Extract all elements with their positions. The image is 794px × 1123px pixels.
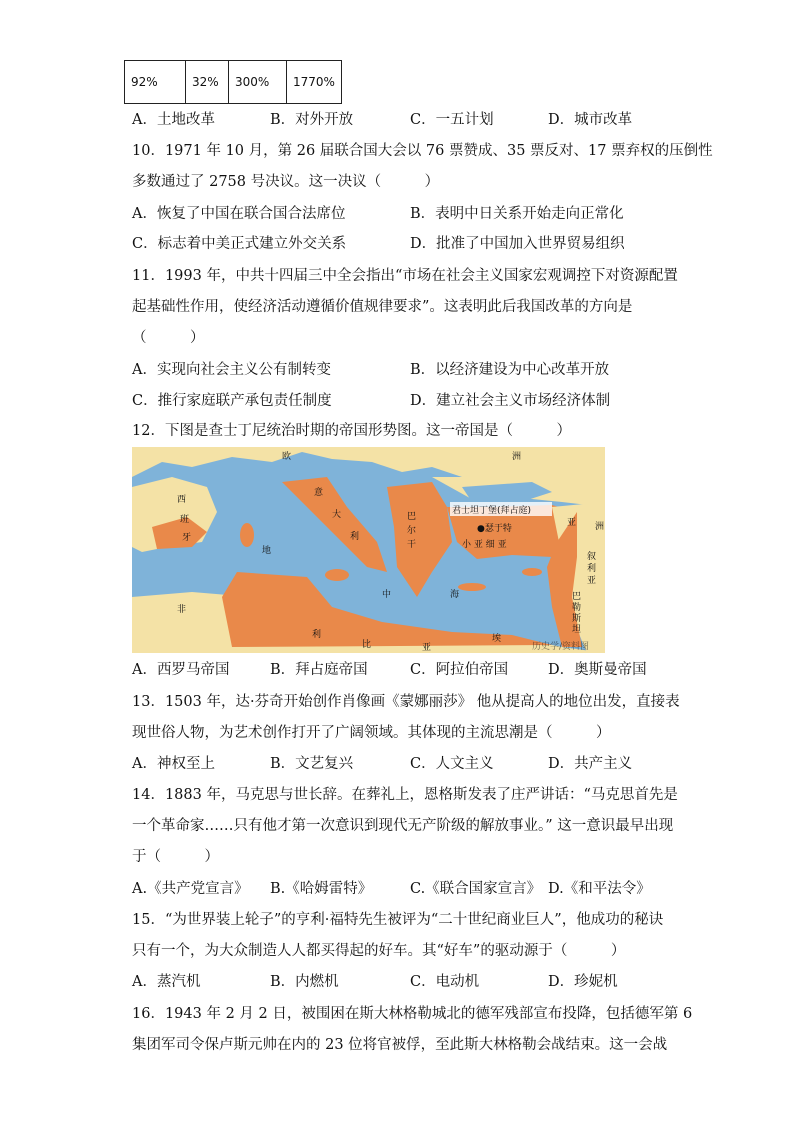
q11-stem-line: 11．1993 年，中共十四届三中全会指出“市场在社会主义国家宏观调控下对资源配置	[132, 268, 678, 284]
map-label: 坦	[572, 625, 582, 635]
q14-option-c: C.《联合国家宣言》	[410, 881, 542, 897]
q12-option-b: B．拜占庭帝国	[270, 662, 368, 678]
map-label: 利	[587, 564, 597, 574]
map-label: 埃	[492, 634, 502, 644]
q9-option-b: B．对外开放	[270, 112, 354, 128]
map-label: 大	[332, 510, 342, 520]
q10-stem-line: 10．1971 年 10 月，第 26 届联合国大会以 76 票赞成、35 票反对、17 票弃权的压倒性	[132, 143, 713, 159]
map-label: 亚	[587, 576, 597, 586]
map-island	[240, 523, 254, 547]
map-label: 牙	[182, 533, 192, 543]
map-label: 洲	[512, 452, 522, 462]
q11-option-a: A．实现向社会主义公有制转变	[132, 362, 331, 378]
q14-stem-line: 一个革命家……只有他才第一次意识到现代无产阶级的解放事业。” 这一意识最早出现	[132, 818, 674, 834]
table-cell: 92%	[125, 61, 186, 104]
map-label: 叙	[587, 552, 597, 562]
q15-stem-line: 只有一个，为大众制造人人都买得起的好车。其“好车”的驱动源于（ ）	[132, 943, 626, 959]
q15-option-c: C．电动机	[410, 974, 480, 990]
q14-stem-line: 于（ ）	[132, 849, 219, 865]
map-label: 海	[450, 590, 460, 600]
map-label: 班	[180, 515, 190, 525]
q14-stem-line: 14．1883 年，马克思与世长辞。在葬礼上，恩格斯发表了庄严讲话：“马克思首先是	[132, 787, 678, 803]
q11-option-b: B．以经济建设为中心改革开放	[410, 362, 610, 378]
q12-option-d: D．奥斯曼帝国	[548, 662, 647, 678]
map-island	[458, 583, 486, 591]
map-label: ●瑟于特	[477, 524, 512, 534]
map-label: 巴	[572, 592, 582, 602]
q13-option-a: A．神权至上	[132, 756, 215, 772]
q16-stem-line: 16．1943 年 2 月 2 日，被围困在斯大林格勒城北的德军残部宣布投降，包括德军第 6	[132, 1006, 693, 1022]
map-label: 亚	[422, 643, 432, 653]
q11-option-d: D．建立社会主义市场经济体制	[410, 393, 611, 409]
map-island	[522, 568, 542, 576]
map-label: 西	[177, 495, 187, 505]
table-cell: 32%	[186, 61, 229, 104]
q10-option-a: A．恢复了中国在联合国合法席位	[132, 206, 346, 222]
map-label: 干	[407, 540, 417, 550]
map-label: 亚	[567, 518, 577, 528]
q15-option-d: D．珍妮机	[548, 974, 618, 990]
q12-option-a: A．西罗马帝国	[132, 662, 230, 678]
q16-stem-line: 集团军司令保卢斯元帅在内的 23 位将官被俘，至此斯大林格勒会战结束。这一会战	[132, 1037, 668, 1053]
map-label: 中	[382, 590, 392, 600]
map-label: 意	[314, 488, 324, 498]
map-label: 尔	[407, 526, 417, 536]
q13-stem-line: 13．1503 年，达·芬奇开始创作肖像画《蒙娜丽莎》 他从提高人的地位出发，直接表	[132, 694, 680, 710]
q11-stem-line: 起基础性作用，使经济活动遵循价值规律要求”。这表明此后我国改革的方向是	[132, 299, 633, 315]
q10-option-d: D．批准了中国加入世界贸易组织	[410, 236, 625, 252]
map-label: 斯	[572, 614, 582, 624]
q13-option-b: B．文艺复兴	[270, 756, 354, 772]
table-row	[125, 61, 342, 104]
q14-option-a: A.《共产党宣言》	[132, 881, 249, 897]
q9-option-a: A．土地改革	[132, 112, 215, 128]
q13-stem-line: 现世俗人物，为艺术创作打开了广阔领域。其体现的主流思潮是（ ）	[132, 725, 611, 741]
table-cell: 1770%	[287, 61, 342, 104]
q9-option-c: C．一五计划	[410, 112, 494, 128]
q10-stem-line: 多数通过了 2758 号决议。这一决议（ ）	[132, 174, 440, 190]
q15-stem-line: 15．“为世界装上轮子”的亨利·福特先生被评为“二十世纪商业巨人”，他成功的秘诀	[132, 912, 664, 928]
q12-option-c: C．阿拉伯帝国	[410, 662, 509, 678]
map-label: 勒	[572, 603, 582, 613]
byzantine-empire-map	[132, 447, 605, 653]
q10-option-b: B．表明中日关系开始走向正常化	[410, 206, 624, 222]
q12-stem-line: 12．下图是查士丁尼统治时期的帝国形势图。这一帝国是（ ）	[132, 423, 571, 439]
q11-option-c: C．推行家庭联产承包责任制度	[132, 393, 332, 409]
map-label: 君士坦丁堡(拜占庭)	[452, 506, 532, 516]
map-label: 小 亚 细 亚	[462, 540, 507, 550]
q14-option-d: D.《和平法令》	[548, 881, 651, 897]
map-label: 巴	[407, 512, 417, 522]
table-cell: 300%	[229, 61, 287, 104]
map-label: 非	[177, 605, 187, 615]
q11-stem-line: （ ）	[132, 330, 205, 346]
map-island	[325, 569, 349, 581]
map-label: 欧	[282, 452, 292, 462]
map-label: 利	[312, 630, 322, 640]
q15-option-b: B．内燃机	[270, 974, 339, 990]
q14-option-b: B.《哈姆雷特》	[270, 881, 373, 897]
map-label: 洲	[595, 522, 605, 532]
q15-option-a: A．蒸汽机	[132, 974, 201, 990]
data-table	[124, 60, 342, 104]
map-label: 利	[350, 532, 360, 542]
map-watermark: 历史学/资料图	[532, 642, 590, 652]
map-label: 比	[362, 640, 372, 650]
q10-option-c: C．标志着中美正式建立外交关系	[132, 236, 347, 252]
q9-option-d: D．城市改革	[548, 112, 633, 128]
map-label: 地	[262, 546, 272, 556]
q13-option-c: C．人文主义	[410, 756, 494, 772]
q13-option-d: D．共产主义	[548, 756, 633, 772]
